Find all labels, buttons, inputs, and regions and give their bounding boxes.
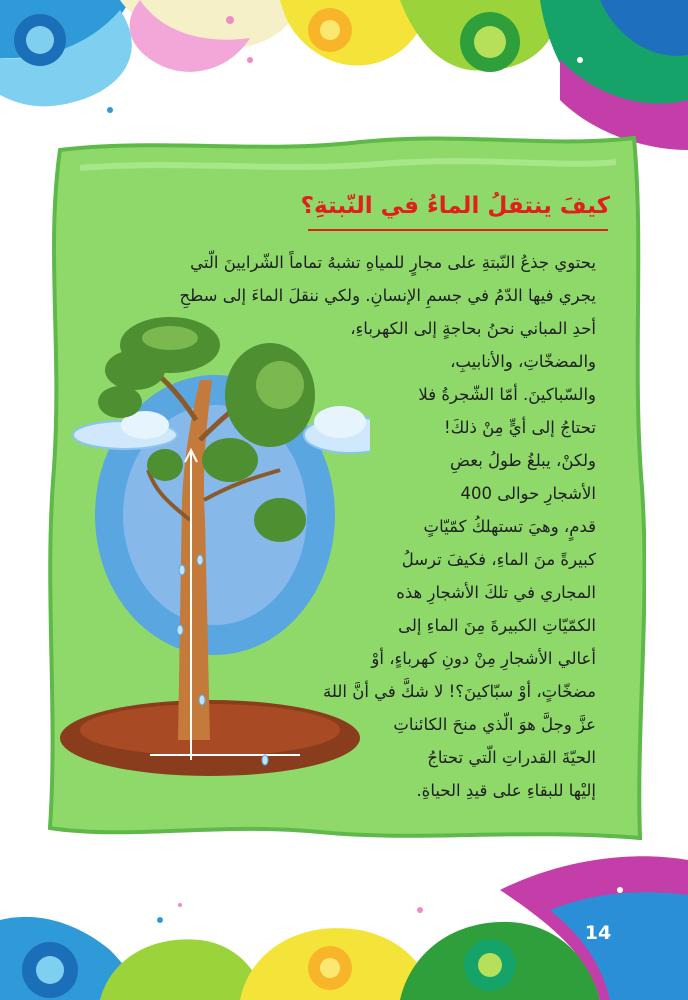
body-line: أعالي الأشجارِ مِنْ دونِ كهرباءٍ، أوْ [371,649,596,668]
body-line: الحيّةَ القدراتِ الّتي تحتاجُ [427,748,596,767]
body-line: قدمٍ، وهيَ تستهلكُ كمّيّاتٍ [423,517,596,536]
body-line: يحتوي جذعُ النّبتةِ على مجارٍ للمياهِ تشبهُ تماماً الشّرايينَ الّتي [190,253,596,272]
body-line: والمضخّاتِ، والأنابيبِ، [450,352,596,371]
body-line: المجاري في تلكَ الأشجارِ هذه [396,583,596,602]
body-line: أحدِ المباني نحنُ بحاجةٍ إلى الكهرباءِ، [350,319,596,338]
body-line: إليْها للبقاءِ على قيدِ الحياةِ. [416,781,596,800]
body-line: تحتاجُ إلى أيٍّ مِنْ ذلكَ! [443,418,596,437]
body-line: عزَّ وجلَّ هوَ الّذي منحَ الكائناتِ [393,715,596,734]
body-line: ولكنْ، يبلغُ طولُ بعضِ [450,451,596,470]
page-title: كيفَ ينتقلُ الماءُ في النّبتةِ؟ [300,193,610,219]
body-line: يجري فيها الدّمُ في جسمِ الإنسانِ. ولكي ننقلَ الماءَ إلى سطحِ [179,286,596,305]
page-number: 14 [584,922,612,944]
body-line: كبيرةً منَ الماءِ، فكيفَ ترسلُ [401,550,596,569]
body-text [176,246,596,807]
body-line: مضخّاتٍ، أوْ سبّاكينَ؟! لا شكَّ في أنَّ اللهَ [323,682,596,701]
body-line: والسّباكينَ. أمّا الشّجرةُ فلا [418,385,596,404]
body-line: الأشجارِ حوالى 400 [460,484,596,503]
body-line: الكمّيّاتِ الكبيرةَ مِنَ الماءِ إلى [398,616,596,635]
title-underline [308,229,608,231]
